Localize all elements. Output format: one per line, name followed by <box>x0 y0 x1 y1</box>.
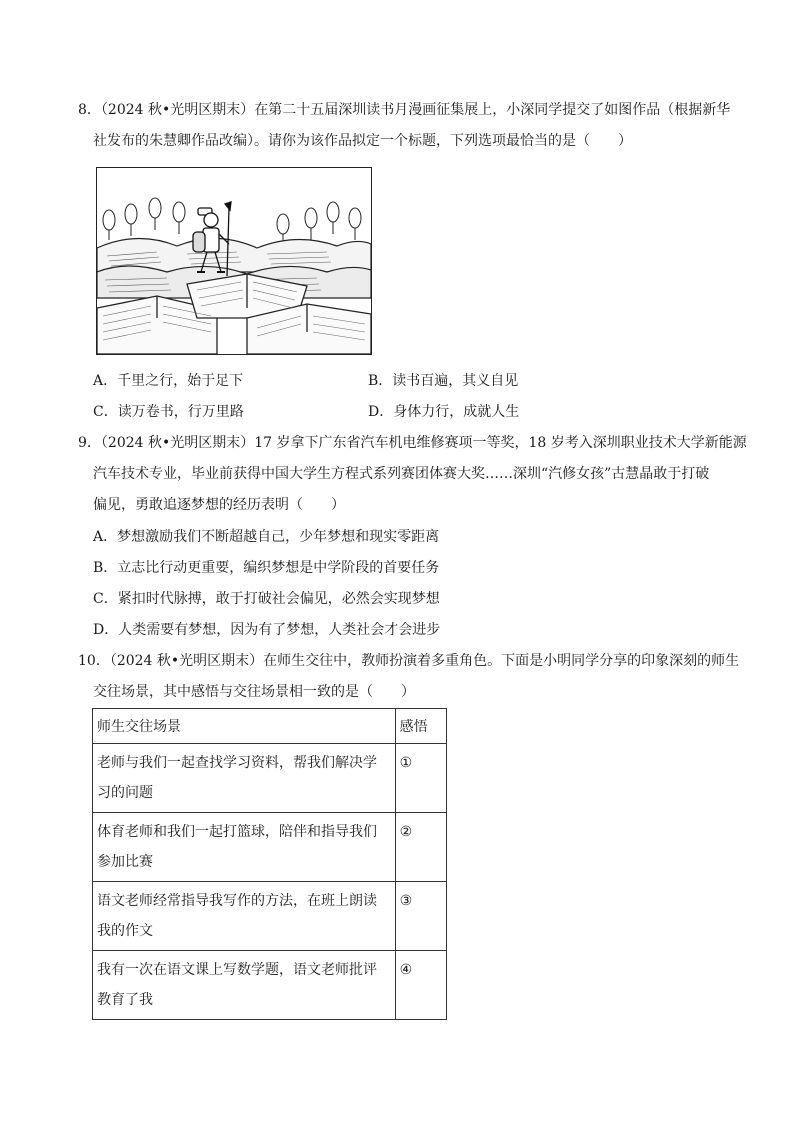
table-cell-mark: ① <box>395 744 446 813</box>
q8-option-c[interactable]: C．读万卷书，行万里路 <box>93 404 244 420</box>
q9-stem-line3: 偏见，勇敢追逐梦想的经历表明（ ） <box>93 497 345 513</box>
q9-option-c[interactable]: C．紧扣时代脉搏，敢于打破社会偏见，必然会实现梦想 <box>93 591 440 607</box>
q8-option-b[interactable]: B．读书百遍，其义自见 <box>368 373 519 389</box>
table-row <box>93 744 447 813</box>
q8-stem-line2: 社发布的朱慧卿作品改编）。请你为该作品拟定一个标题，下列选项最恰当的是（ ） <box>93 133 632 149</box>
q10-relationship-table <box>92 708 447 1020</box>
q9-option-d[interactable]: D．人类需要有梦想，因为有了梦想，人类社会才会进步 <box>93 622 441 638</box>
table-cell-mark: ② <box>395 813 446 882</box>
q9-option-a[interactable]: A．梦想激励我们不断超越自己，少年梦想和现实零距离 <box>93 529 440 545</box>
table-cell-mark: ④ <box>395 951 446 1020</box>
table-row <box>93 882 447 951</box>
table-header-feeling: 感悟 <box>395 709 446 744</box>
table-header-row <box>93 709 447 744</box>
q10-stem-line1: 10．（2024 秋•光明区期末）在师生交往中，教师扮演着多重角色。下面是小明同学分享的印象深刻的师生 <box>78 653 740 669</box>
table-cell-scene: 老师与我们一起查找学习资料，帮我们解决学习的问题 <box>93 744 396 813</box>
table-header-scene: 师生交往场景 <box>93 709 396 744</box>
table-row <box>93 813 447 882</box>
q8-option-a[interactable]: A．千里之行，始于足下 <box>93 373 244 389</box>
q10-stem-line2: 交往场景，其中感悟与交往场景相一致的是（ ） <box>93 684 415 700</box>
table-row <box>93 951 447 1020</box>
q9-stem-line2: 汽车技术专业，毕业前获得中国大学生方程式系列赛团体赛大奖……深圳“汽修女孩”古慧晶敢于打破 <box>93 466 710 482</box>
table-cell-scene: 我有一次在语文课上写数学题，语文老师批评教育了我 <box>93 951 396 1020</box>
cartoon-hiker-on-books-icon <box>97 168 371 354</box>
table-cell-scene: 体育老师和我们一起打篮球，陪伴和指导我们参加比赛 <box>93 813 396 882</box>
q9-stem-line1: 9．（2024 秋•光明区期末）17 岁拿下广东省汽车机电维修赛项一等奖，18 岁考入深圳职业技术大学新能源 <box>78 435 747 451</box>
table-cell-scene: 语文老师经常指导我写作的方法，在班上朗读我的作文 <box>93 882 396 951</box>
q9-option-b[interactable]: B．立志比行动更重要，编织梦想是中学阶段的首要任务 <box>93 560 440 576</box>
table-cell-mark: ③ <box>395 882 446 951</box>
q8-stem-line1: 8．（2024 秋•光明区期末）在第二十五届深圳读书月漫画征集展上，小深同学提交了如图作品（根据新华 <box>78 102 731 118</box>
q8-option-d[interactable]: D．身体力行，成就人生 <box>368 404 520 420</box>
q8-cartoon-figure <box>96 167 372 355</box>
